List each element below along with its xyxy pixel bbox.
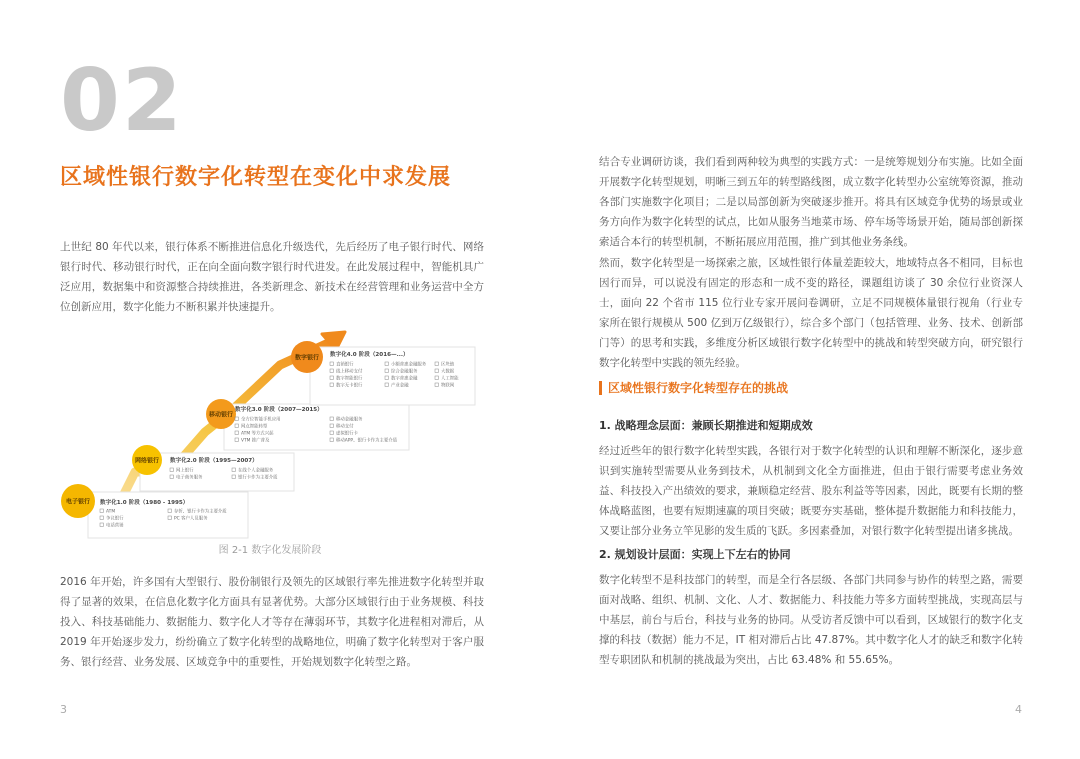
intro-paragraph: 上世纪 80 年代以来，银行体系不断推进信息化升级迭代，先后经历了电子银行时代、网络银行时代、移动银行时代，正在向全面向数字银行时代进发。在此发展过程中，智能机具广泛应用，数据集中和资源整合持续推进，各类新理念、新技术在经营管理和业务运营中全方位创新应用，数字化能力不断积累并快速提升。: [60, 241, 484, 313]
stage-item: 虚拟银行卡: [336, 431, 358, 437]
stage-item: 产业金融: [391, 383, 409, 389]
stage-item: 物联网: [441, 383, 455, 389]
sub-heading-strategy: 1. 战略理念层面：兼顾长期推进和短期成效: [599, 419, 813, 432]
stage-title-4: 数字化4.0 阶段（2016—...）: [330, 352, 409, 358]
stage-item: 大数据: [441, 369, 455, 375]
stage-item: PC 客户人员服务: [174, 516, 208, 522]
stage-item: 电子商务服务: [176, 475, 203, 481]
exploration-paragraph: 然而，数字化转型是一场探索之旅，区域性银行体量差距较大，地域特点各不相同，目标也因行而异，可以说没有固定的形态和一成不变的路径，课题组访谈了 30 余位行业资深人士，面向 22 个省市 115 位行业专家开展问卷调研，立足不同规模体量银行视角（行业专家所在银行规模从 500 亿到万亿级银行），综合多个部门（包括管理、业务、技术、创新部门等）的思考和实践，多维度分析区域银行数字化转型中的挑战和转型突破方向，研究银行数字化转型中实践的领先经验。: [599, 257, 1023, 369]
stage-item: 银行卡作为主要介质: [238, 475, 278, 481]
stage-item: 移动支付: [336, 424, 354, 430]
stage-item: 数字普惠金融: [391, 376, 418, 382]
practice-paragraph: 结合专业调研访谈，我们看到两种较为典型的实践方式：一是统筹规划分布实施。比如全面开展数字化转型规划，明晰三到五年的转型路线图，成立数字化转型办公室统筹资源，推动各部门实施数字化项目；二是以局部创新为突破逐步推开。将具有区域竞争优势的场景或业务方向作为数字化转型的试点，比如从服务当地菜市场、停车场等场景开始，随局部创新探索适合本行的转型机制，不断拓展应用范围，推广到其他业务条线。: [599, 156, 1023, 248]
stage-badge-label-2: 网络银行: [134, 457, 160, 465]
stage-badge-label-3: 移动银行: [208, 411, 234, 419]
figure-caption: 图 2-1 数字化发展阶段: [218, 545, 322, 556]
stage-item: VTM 推广普及: [241, 438, 270, 444]
stage-box-1: [88, 492, 248, 538]
stage-item: 数字无卡银行: [336, 383, 363, 389]
stage-item: 全方位智能手机应用: [241, 417, 281, 423]
stage-item: 综合金融服务: [391, 369, 418, 375]
page-number-right: 4: [1015, 703, 1022, 716]
stage-item: 直销银行: [336, 362, 354, 368]
right-page: [540, 0, 1080, 759]
strategy-paragraph: 经过近些年的银行数字化转型实践，各银行对于数字化转型的认识和理解不断深化，逐步意识到实施转型需要从业务到技术，从机制到文化全方面推进，但由于银行需要考虑业务效益、科技投入产出绩效的要求，兼顾稳定经营、股东利益等等因素，因此，既要有长期的整体战略蓝图，也要有短期速赢的项目突破；既要夯实基础，整体提升数据能力和科技能力，又要让部分业务立竿见影的发生质的飞跃。多因素叠加，对银行数字化转型提出诸多挑战。: [599, 445, 1023, 537]
stage-item: 电话营销: [106, 523, 124, 529]
page-number-left: 3: [60, 703, 67, 716]
stage-item: 移动金融服务: [336, 417, 363, 423]
stage-item: 人工智能: [441, 376, 459, 382]
stage-item: 存折、银行卡作为主要介质: [174, 509, 227, 515]
stage-title-3: 数字化3.0 阶段（2007—2015）: [235, 407, 323, 413]
section-heading-text: 区域性银行数字化转型存在的挑战: [608, 381, 789, 395]
section-heading: [599, 379, 788, 396]
paragraph-2016: 2016 年开始，许多国有大型银行、股份制银行及领先的区域银行率先推进数字化转型并取得了显著的效果，在信息化数字化方面具有显著优势。大部分区域银行由于业务规模、科技投入、科技基础能力、数据能力、数字化人才等存在薄弱环节，其数字化进程相对滞后，从 2019 年开始逐步发力，纷纷确立了数字化转型的战略地位，明确了数字化转型对于客户服务、银行经营、业务发展、区域竞争中的重要性，开始规划数字化转型之路。: [60, 576, 484, 668]
stage-item: 线上移动支付: [336, 369, 363, 375]
stage-title-2: 数字化2.0 阶段（1995—2007）: [170, 458, 258, 464]
stage-item: 移动APP、银行卡作为主要介质: [336, 438, 397, 444]
chapter-number: 02: [60, 51, 184, 151]
stage-badge-label-1: 电子银行: [65, 498, 91, 506]
chapter-title: 区域性银行数字化转型在变化中求发展: [60, 165, 452, 190]
planning-paragraph: 数字化转型不是科技部门的转型，而是全行各层级、各部门共同参与协作的转型之路，需要面对战略、组织、机制、文化、人才、数据能力、科技能力等多方面转型挑战，实现高层与中基层，前台与后台，科技与业务的协同。从受访者反馈中可以看到，区域银行的数字化支撑的科技（数据）能力不足，IT 相对滞后占比 47.87%。其中数字化人才的缺乏和数字化转型专职团队和机制的挑战最为突出，占比 63.48% 和 55.65%。: [599, 574, 1023, 666]
stage-item: 区块链: [441, 362, 455, 368]
stage-item: 数字智能银行: [336, 376, 363, 382]
sub-heading-planning: 2. 规划设计层面：实现上下左右的协同: [599, 548, 791, 561]
stage-badge-label-4: 数字银行: [294, 354, 320, 362]
stage-item: ATM: [106, 509, 116, 515]
section-bar: [599, 381, 602, 395]
stage-item: 网点智能转型: [241, 424, 268, 430]
stage-item: 争议银行: [106, 516, 124, 522]
stage-item: ATM 等方式兴起: [241, 431, 274, 437]
stage-item: 网上银行: [176, 468, 194, 474]
stage-title-1: 数字化1.0 阶段（1980 - 1995）: [100, 500, 189, 506]
stage-item: 小额普惠金融服务: [391, 362, 427, 368]
stage-item: 在线个人金融服务: [238, 468, 274, 474]
digital-stages-diagram: [0, 320, 540, 560]
